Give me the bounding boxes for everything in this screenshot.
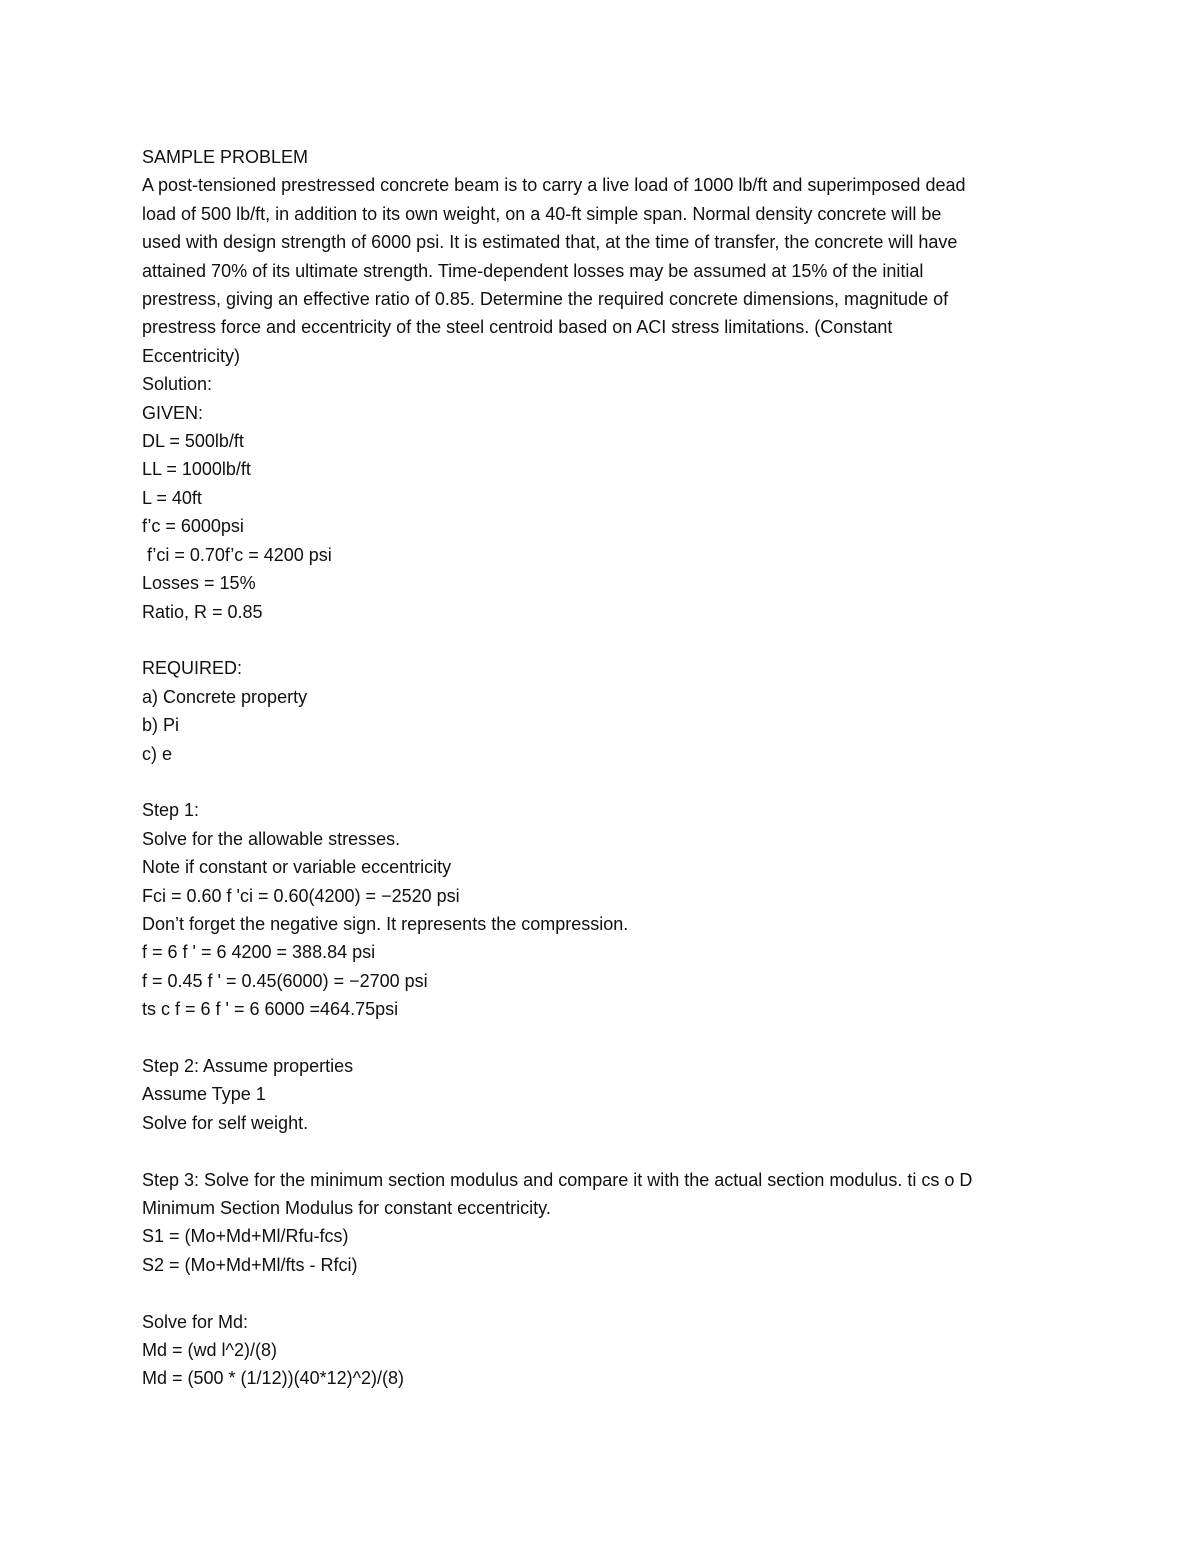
step3-heading: Step 3: Solve for the minimum section modulus and compare it with the actual section modulus. ti cs o D (142, 1169, 973, 1190)
step2-line: Solve for self weight. (142, 1112, 309, 1133)
required-section (142, 654, 1062, 768)
given-item: Losses = 15% (142, 573, 256, 594)
step1-line: f = 0.45 f ' = 0.45(6000) = −2700 psi (142, 970, 428, 991)
given-item: Ratio, R = 0.85 (142, 601, 263, 622)
md-line: Md = (wd l^2)/(8) (142, 1339, 277, 1360)
given-item: f’c = 6000psi (142, 516, 244, 537)
problem-line: attained 70% of its ultimate strength. Time-dependent losses may be assumed at 15% of the initial (142, 260, 924, 281)
problem-line: used with design strength of 6000 psi. It is estimated that, at the time of transfer, the concrete will have (142, 232, 958, 253)
step1-line: Solve for the allowable stresses. (142, 828, 401, 849)
step3-line: S1 = (Mo+Md+Ml/Rfu-fcs) (142, 1226, 349, 1247)
problem-line: prestress, giving an effective ratio of 0.85. Determine the required concrete dimensions, magnitude of (142, 289, 949, 310)
given-item: DL = 500lb/ft (142, 431, 244, 452)
problem-line: A post-tensioned prestressed concrete beam is to carry a live load of 1000 lb/ft and superimposed dead (142, 175, 966, 196)
step2-heading: Step 2: Assume properties (142, 1055, 354, 1076)
md-line: Md = (500 * (1/12))(40*12)^2)/(8) (142, 1368, 405, 1389)
step1-heading: Step 1: (142, 800, 200, 821)
document-heading: SAMPLE PROBLEM (142, 147, 309, 167)
step1-line: Fci = 0.60 f 'ci = 0.60(4200) = −2520 psi (142, 885, 460, 906)
step1-line: ts c f = 6 f ' = 6 6000 =464.75psi (142, 999, 399, 1020)
problem-line: prestress force and eccentricity of the steel centroid based on ACI stress limitations. (Constant (142, 317, 893, 338)
step2-line: Assume Type 1 (142, 1084, 266, 1105)
given-item: f’ci = 0.70f’c = 4200 psi (142, 544, 332, 565)
problem-line: Eccentricity) (142, 345, 241, 366)
step2-section (142, 1052, 1062, 1137)
md-section (142, 1308, 1062, 1393)
given-section (142, 399, 1062, 626)
required-item: c) e (142, 743, 173, 764)
step3-line: Minimum Section Modulus for constant eccentricity. (142, 1197, 551, 1218)
given-item: L = 40ft (142, 487, 202, 508)
step3-section (142, 1166, 1062, 1280)
spacer (142, 1137, 1062, 1165)
step1-line: Note if constant or variable eccentricity (142, 857, 452, 878)
spacer (142, 768, 1062, 796)
md-heading: Solve for Md: (142, 1311, 249, 1332)
spacer (142, 1279, 1062, 1307)
problem-line: load of 500 lb/ft, in addition to its own weight, on a 40-ft simple span. Normal density concrete will be (142, 203, 942, 224)
document-body (142, 143, 1062, 1393)
required-label: REQUIRED: (142, 658, 243, 679)
given-item: LL = 1000lb/ft (142, 459, 251, 480)
step1-line: Don’t forget the negative sign. It represents the compression. (142, 913, 629, 934)
step3-line: S2 = (Mo+Md+Ml/fts - Rfci) (142, 1254, 358, 1275)
given-label: GIVEN: (142, 402, 204, 423)
spacer (142, 626, 1062, 654)
step1-line: f = 6 f ' = 6 4200 = 388.84 psi (142, 942, 376, 963)
solution-label: Solution: (142, 374, 213, 395)
required-item: a) Concrete property (142, 686, 308, 707)
step1-section (142, 796, 1062, 1023)
spacer (142, 1024, 1062, 1052)
required-item: b) Pi (142, 715, 180, 736)
problem-statement (142, 171, 1062, 370)
